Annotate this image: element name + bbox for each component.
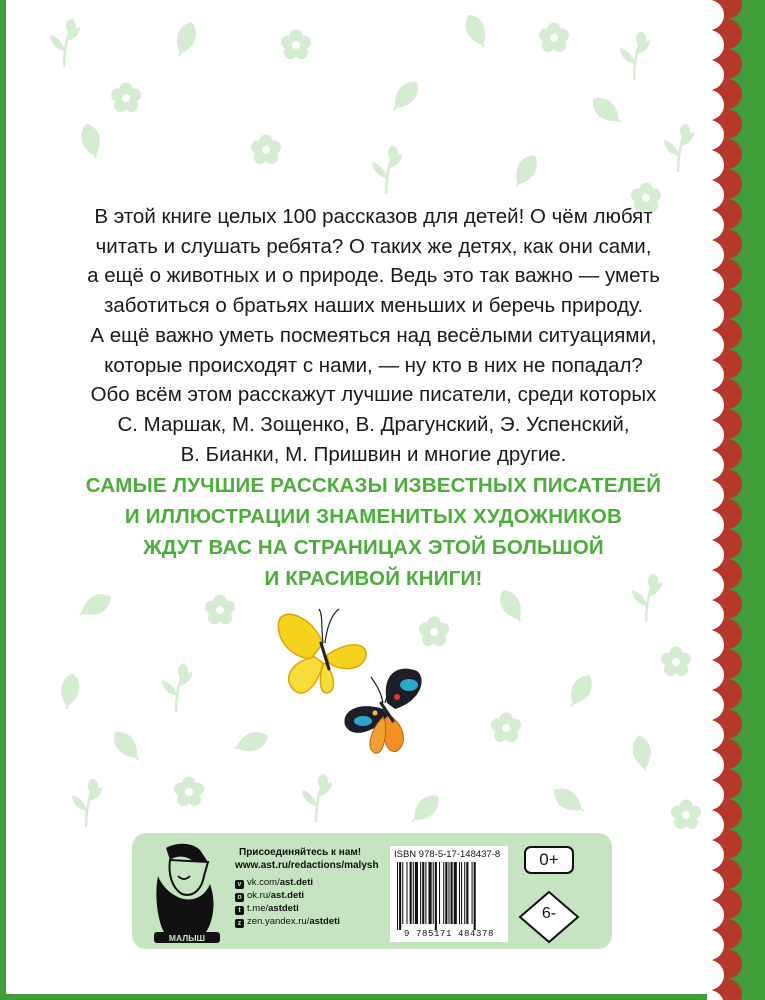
barcode <box>397 862 501 930</box>
description-line: которые происходят с нами, — ну кто в них не попадал? <box>104 353 643 377</box>
slogan-line: ЖДУТ ВАС НА СТРАНИЦАХ ЭТОЙ БОЛЬШОЙ <box>143 536 604 559</box>
website-link[interactable]: www.ast.ru/redactions/malysh <box>235 860 379 871</box>
slogan-line: САМЫЕ ЛУЧШИЕ РАССКАЗЫ ИЗВЕСТНЫХ ПИСАТЕЛЕЙ <box>85 474 662 497</box>
description-line: заботиться о братьях наших меньших и беречь природу. <box>103 294 644 318</box>
yellow-butterfly <box>278 609 366 693</box>
zen-icon: z <box>235 919 244 928</box>
telegram-icon: t <box>235 906 244 915</box>
isbn-label: ISBN 978-5-17-148437-8 <box>394 849 501 860</box>
butterflies-illustration <box>271 605 451 780</box>
description-line: С. Маршак, М. Зощенко, В. Драгунский, Э. Успенский, <box>117 412 630 436</box>
join-us-label: Присоединяйтесь к нам! <box>239 847 362 858</box>
description-line: А ещё важно уметь посмеяться над весёлыми ситуациями, <box>90 323 657 347</box>
social-link-ok[interactable]: o ok.ru/ast.deti <box>235 889 405 902</box>
book-description <box>46 202 701 469</box>
green-slogan <box>46 470 701 594</box>
slogan-line: И КРАСИВОЙ КНИГИ! <box>264 567 483 590</box>
description-line: В этой книге целых 100 рассказов для детей! О чём любят <box>94 205 653 228</box>
slogan-line: И ИЛЛЮСТРАЦИИ ЗНАМЕНИТЫХ ХУДОЖНИКОВ <box>124 505 623 528</box>
barcode-digits: 9 785171 484378 <box>403 929 494 939</box>
social-links <box>235 846 405 928</box>
description-line: В. Бианки, М. Пришвин и многие другие. <box>180 442 567 466</box>
ok-icon: o <box>235 893 244 902</box>
logo-text: МАЛЫШ <box>168 933 206 943</box>
social-link-telegram[interactable]: t t.me/astdeti <box>235 902 405 915</box>
social-link-vk[interactable]: v vk.com/ast.deti <box>235 876 405 889</box>
age-mark-label: 6- <box>541 905 557 922</box>
malysh-logo <box>148 840 226 946</box>
social-link-zen[interactable]: z zen.yandex.ru/astdeti <box>235 915 405 928</box>
vk-icon: v <box>235 880 244 889</box>
age-rating-badge: 0+ <box>524 846 574 874</box>
description-line: читать и слушать ребята? О таких же детях, как они сами, <box>95 234 652 258</box>
description-line: а ещё о животных и о природе. Ведь это так важно — уметь <box>87 264 660 288</box>
colorful-butterfly <box>344 669 421 754</box>
description-line: Обо всём этом расскажут лучшие писатели, среди которых <box>90 383 657 407</box>
scalloped-spine <box>707 0 765 1000</box>
